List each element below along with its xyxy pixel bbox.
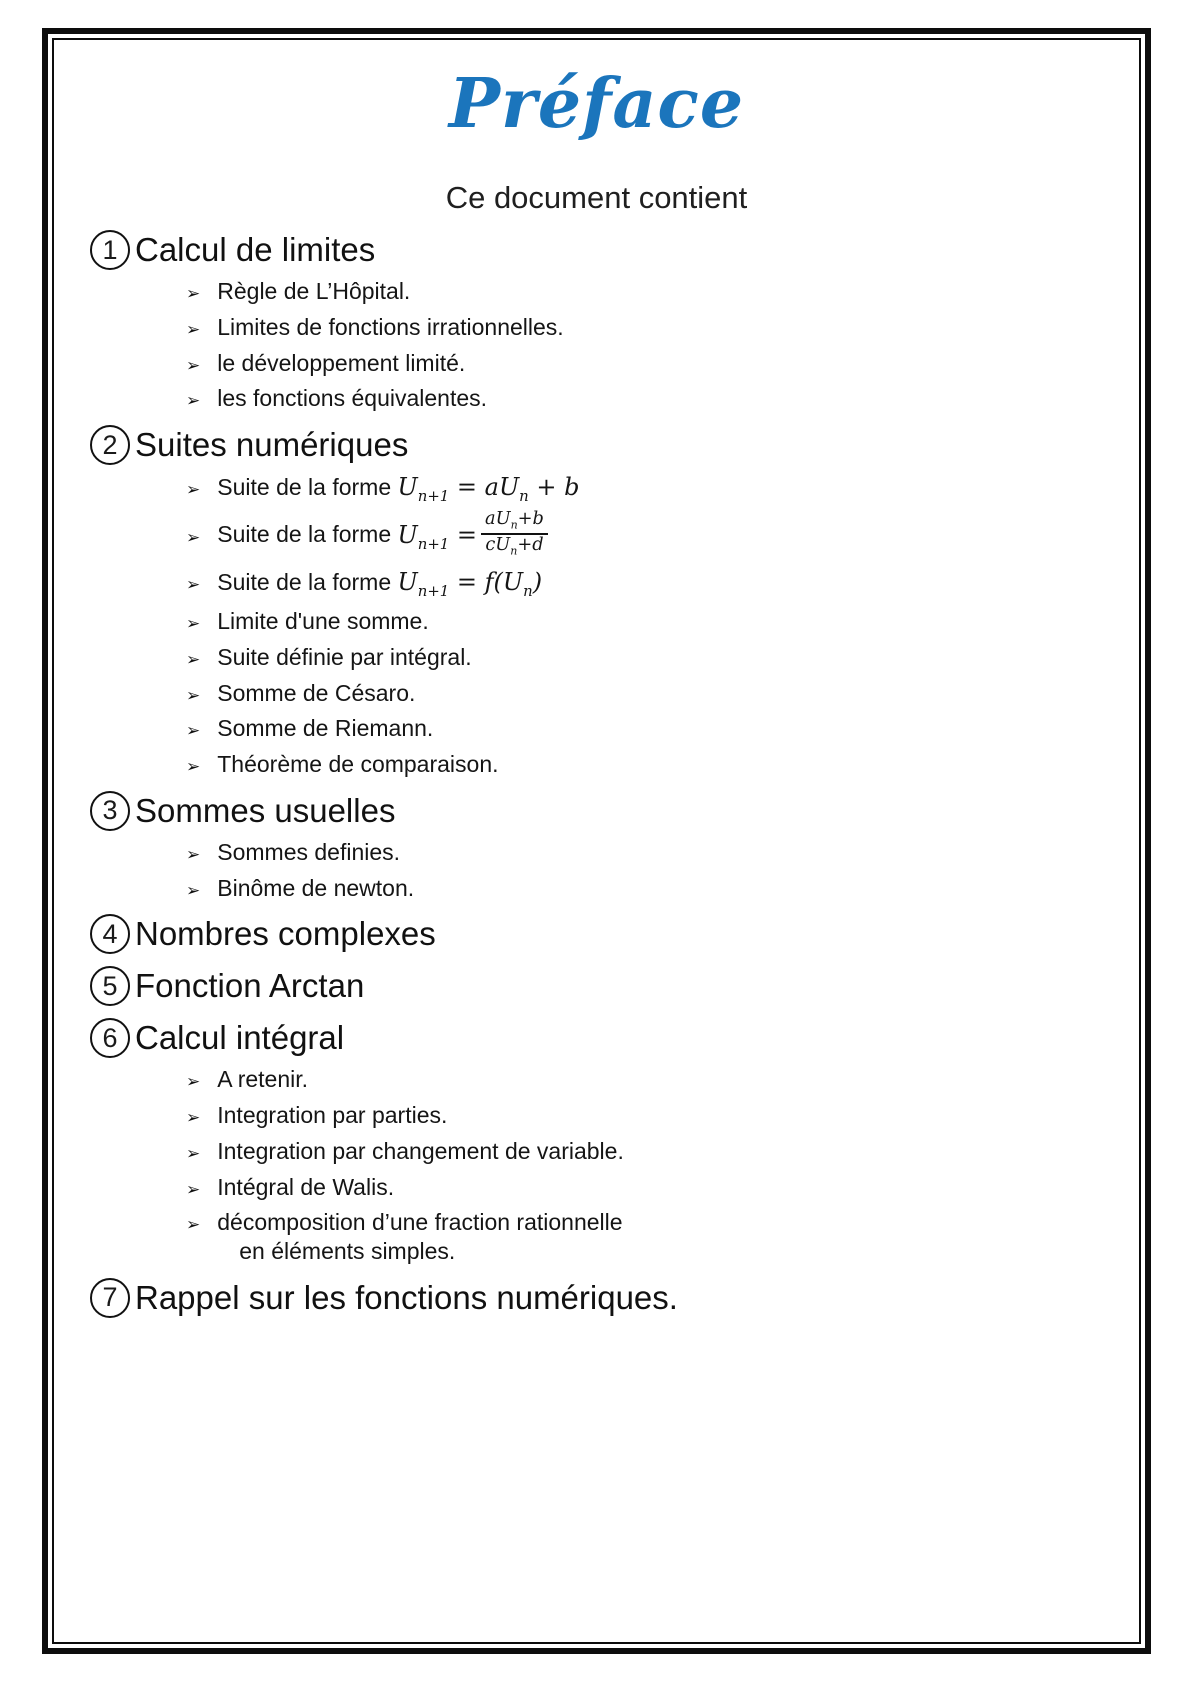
page-subtitle: Ce document contient bbox=[445, 180, 748, 215]
item-text: les fonctions équivalentes. bbox=[217, 385, 488, 412]
math-formula: $U_{n+1}$ = $\frac{aU_n+b}{cU_n+d}$ bbox=[398, 521, 548, 549]
list-item bbox=[186, 714, 1113, 743]
item-text: Integration par changement de variable. bbox=[217, 1137, 624, 1164]
arrow-bullet-icon bbox=[186, 1179, 200, 1200]
arrow-bullet-icon bbox=[186, 685, 200, 706]
list-item bbox=[186, 643, 1113, 672]
list-item bbox=[186, 472, 1113, 505]
list-item bbox=[186, 384, 1113, 413]
arrow-bullet-icon bbox=[186, 756, 200, 777]
item-text: Sommes definies. bbox=[217, 838, 401, 865]
section-title: Fonction Arctan bbox=[135, 967, 365, 1005]
list-item bbox=[186, 277, 1113, 306]
circled-number: 7 bbox=[90, 1278, 130, 1318]
section-title: Suites numériques bbox=[135, 426, 409, 463]
section-heading-1 bbox=[90, 230, 1113, 270]
item-text: Suite de la forme $U_{n+1}$ = $\frac{aU_n+b}{cU_n+d}$ bbox=[217, 512, 548, 559]
item-text: Integration par parties. bbox=[217, 1102, 448, 1129]
section-heading-5 bbox=[90, 966, 1113, 1006]
arrow-bullet-icon bbox=[186, 574, 200, 595]
item-text: Binôme de newton. bbox=[217, 874, 415, 901]
circled-number: 2 bbox=[90, 425, 130, 465]
arrow-bullet-icon bbox=[186, 649, 200, 670]
arrow-bullet-icon bbox=[186, 1143, 200, 1164]
arrow-bullet-icon bbox=[186, 319, 200, 340]
section-items bbox=[90, 1065, 1113, 1266]
list-item bbox=[186, 1137, 1113, 1166]
arrow-bullet-icon bbox=[186, 613, 200, 634]
circled-number: 1 bbox=[90, 230, 130, 270]
list-item bbox=[186, 509, 1113, 559]
item-text: Somme de Riemann. bbox=[217, 715, 434, 742]
arrow-bullet-icon bbox=[186, 880, 200, 901]
list-item bbox=[186, 607, 1113, 636]
list-item bbox=[186, 1173, 1113, 1202]
item-text: A retenir. bbox=[217, 1066, 309, 1093]
arrow-bullet-icon bbox=[186, 844, 200, 865]
section-heading-7 bbox=[90, 1278, 1113, 1318]
page-content bbox=[62, 46, 1131, 1636]
section-title: Calcul de limites bbox=[135, 231, 376, 268]
fraction: $\frac{aU_n+b}{cU_n+d}$ bbox=[481, 510, 548, 557]
arrow-bullet-icon bbox=[186, 1107, 200, 1128]
arrow-bullet-icon bbox=[186, 527, 200, 548]
list-item bbox=[186, 679, 1113, 708]
item-text: Suite de la forme $U_{n+1} = f(U_n)$ bbox=[217, 567, 543, 600]
list-item bbox=[186, 1208, 1113, 1266]
item-text: Limite d'une somme. bbox=[217, 608, 429, 635]
list-item bbox=[186, 874, 1113, 903]
arrow-bullet-icon bbox=[186, 283, 200, 304]
list-item bbox=[186, 567, 1113, 600]
section-items bbox=[90, 277, 1113, 413]
arrow-bullet-icon bbox=[186, 390, 200, 411]
section-items bbox=[90, 472, 1113, 779]
section-items bbox=[90, 838, 1113, 903]
list-item bbox=[186, 1101, 1113, 1130]
item-text: Règle de L’Hôpital. bbox=[217, 278, 411, 304]
section-heading-6 bbox=[90, 1018, 1113, 1058]
circled-number: 5 bbox=[90, 966, 130, 1006]
math-formula: $U_{n+1} = aU_n + b$ bbox=[397, 473, 580, 505]
section-heading-3 bbox=[90, 791, 1113, 831]
list-item bbox=[186, 349, 1113, 378]
page-title: Préface bbox=[448, 64, 745, 144]
section-title: Calcul intégral bbox=[135, 1019, 345, 1057]
list-item bbox=[186, 313, 1113, 342]
section-heading-4 bbox=[90, 914, 1113, 954]
item-text: Théorème de comparaison. bbox=[217, 751, 499, 778]
math-formula: $U_{n+1} = f(U_n)$ bbox=[397, 567, 543, 600]
circled-number: 4 bbox=[90, 914, 130, 954]
section-title: Sommes usuelles bbox=[135, 791, 396, 829]
list-item bbox=[186, 750, 1113, 779]
item-text: Somme de Césaro. bbox=[217, 679, 416, 706]
section-heading-2 bbox=[90, 425, 1113, 465]
list-item bbox=[186, 1065, 1113, 1094]
circled-number: 3 bbox=[90, 791, 130, 831]
item-text: décomposition d’une fraction rationnelle en éléments simples. bbox=[217, 1209, 623, 1265]
arrow-bullet-icon bbox=[186, 720, 200, 741]
table-of-contents bbox=[80, 230, 1113, 1318]
item-text: le développement limité. bbox=[217, 349, 466, 376]
section-title: Nombres complexes bbox=[135, 915, 436, 953]
item-text: Intégral de Walis. bbox=[217, 1173, 395, 1200]
item-text: Suite de la forme $U_{n+1} = aU_n + b$ bbox=[217, 473, 580, 505]
arrow-bullet-icon bbox=[186, 355, 200, 376]
arrow-bullet-icon bbox=[186, 479, 200, 500]
item-text: Limites de fonctions irrationnelles. bbox=[217, 313, 564, 340]
list-item bbox=[186, 838, 1113, 867]
arrow-bullet-icon bbox=[186, 1214, 200, 1235]
circled-number: 6 bbox=[90, 1018, 130, 1058]
arrow-bullet-icon bbox=[186, 1071, 200, 1092]
section-title: Rappel sur les fonctions numériques. bbox=[135, 1278, 678, 1316]
item-text: Suite définie par intégral. bbox=[217, 643, 472, 670]
